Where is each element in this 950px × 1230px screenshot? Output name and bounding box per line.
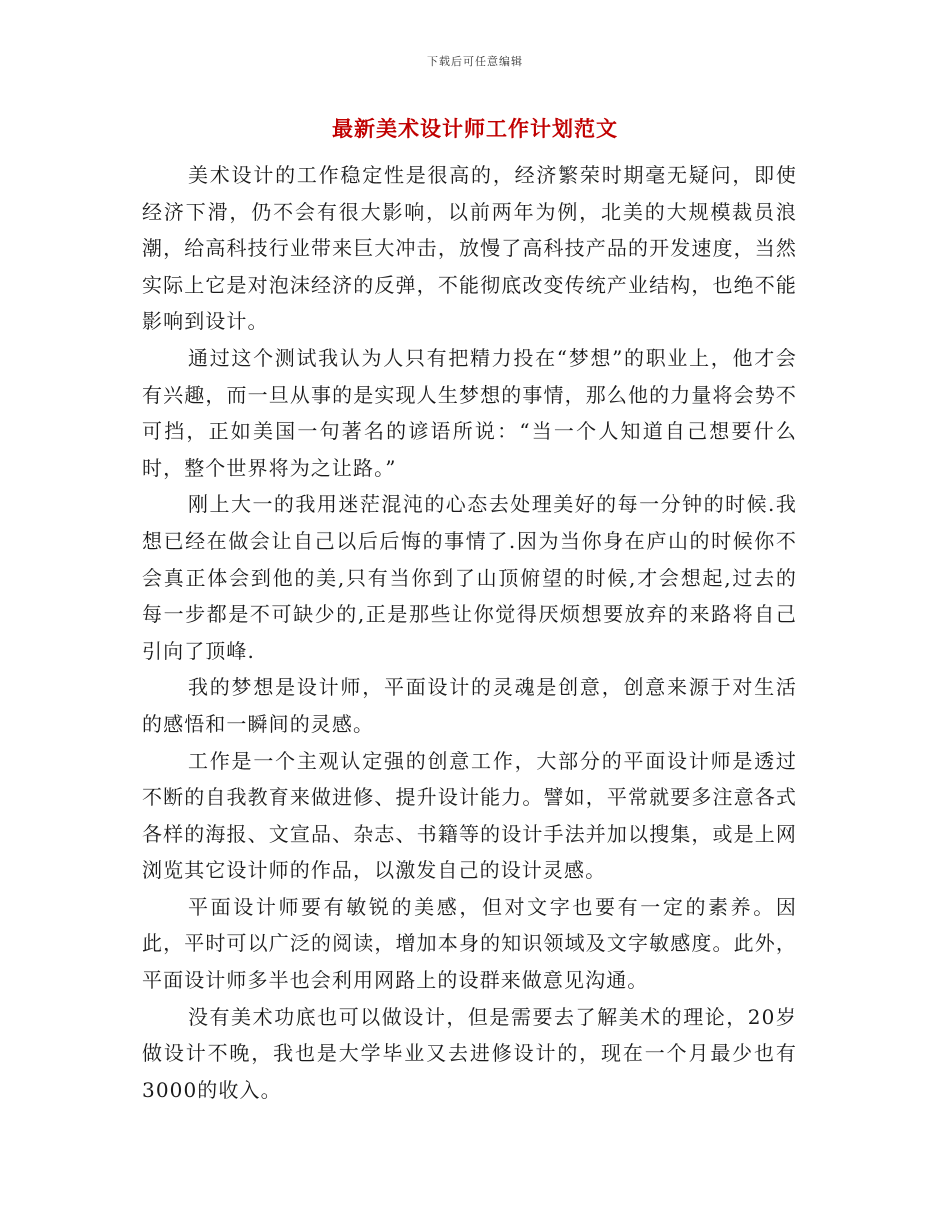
body-paragraph: 没有美术功底也可以做设计，但是需要去了解美术的理论，20岁做设计不晚，我也是大学毕业又去进修设计的，现在一个月最少也有3000的收入。 — [142, 1004, 797, 1102]
body-paragraph: 平面设计师要有敏锐的美感，但对文字也要有一定的素养。因此，平时可以广泛的阅读，增加本身的知识领域及文字敏感度。此外，平面设计师多半也会利用网路上的设群来做意见沟通。 — [142, 894, 797, 993]
body-paragraph: 我的梦想是设计师，平面设计的灵魂是创意，创意来源于对生活的感悟和一瞬间的灵感。 — [142, 675, 797, 736]
body-paragraph: 美术设计的工作稳定性是很高的，经济繁荣时期毫无疑问，即使经济下滑，仍不会有很大影响，以前两年为例，北美的大规模裁员浪潮，给高科技行业带来巨大冲击，放慢了高科技产品的开发速度，当然实际上它是对泡沫经济的反弹，不能彻底改变传统产业结构，也绝不能影响到设计。 — [142, 163, 797, 334]
document-body — [142, 157, 797, 1108]
page-header-note: 下载后可任意编辑 — [427, 55, 523, 68]
body-paragraph: 刚上大一的我用迷茫混沌的心态去处理美好的每一分钟的时候.我想已经在做会让自己以后后悔的事情了.因为当你身在庐山的时候你不会真正体会到他的美,只有当你到了山顶俯望的时候,才会想起,过去的每一步都是不可缺少的,正是那些让你觉得厌烦想要放弃的来路将自己引向了顶峰. — [142, 492, 797, 663]
body-paragraph: 工作是一个主观认定强的创意工作，大部分的平面设计师是透过不断的自我教育来做进修、提升设计能力。譬如，平常就要多注意各式各样的海报、文宣品、杂志、书籍等的设计手法并加以搜集，或是上网浏览其它设计师的作品，以激发自己的设计灵感。 — [142, 748, 797, 883]
body-paragraph: 通过这个测试我认为人只有把精力投在“梦想”的职业上，他才会有兴趣，而一旦从事的是实现人生梦想的事情，那么他的力量将会势不可挡，正如美国一句著名的谚语所说：“当一个人知道自己想要什么时，整个世界将为之让路。” — [142, 345, 797, 480]
document-title: 最新美术设计师工作计划范文 — [332, 116, 618, 141]
